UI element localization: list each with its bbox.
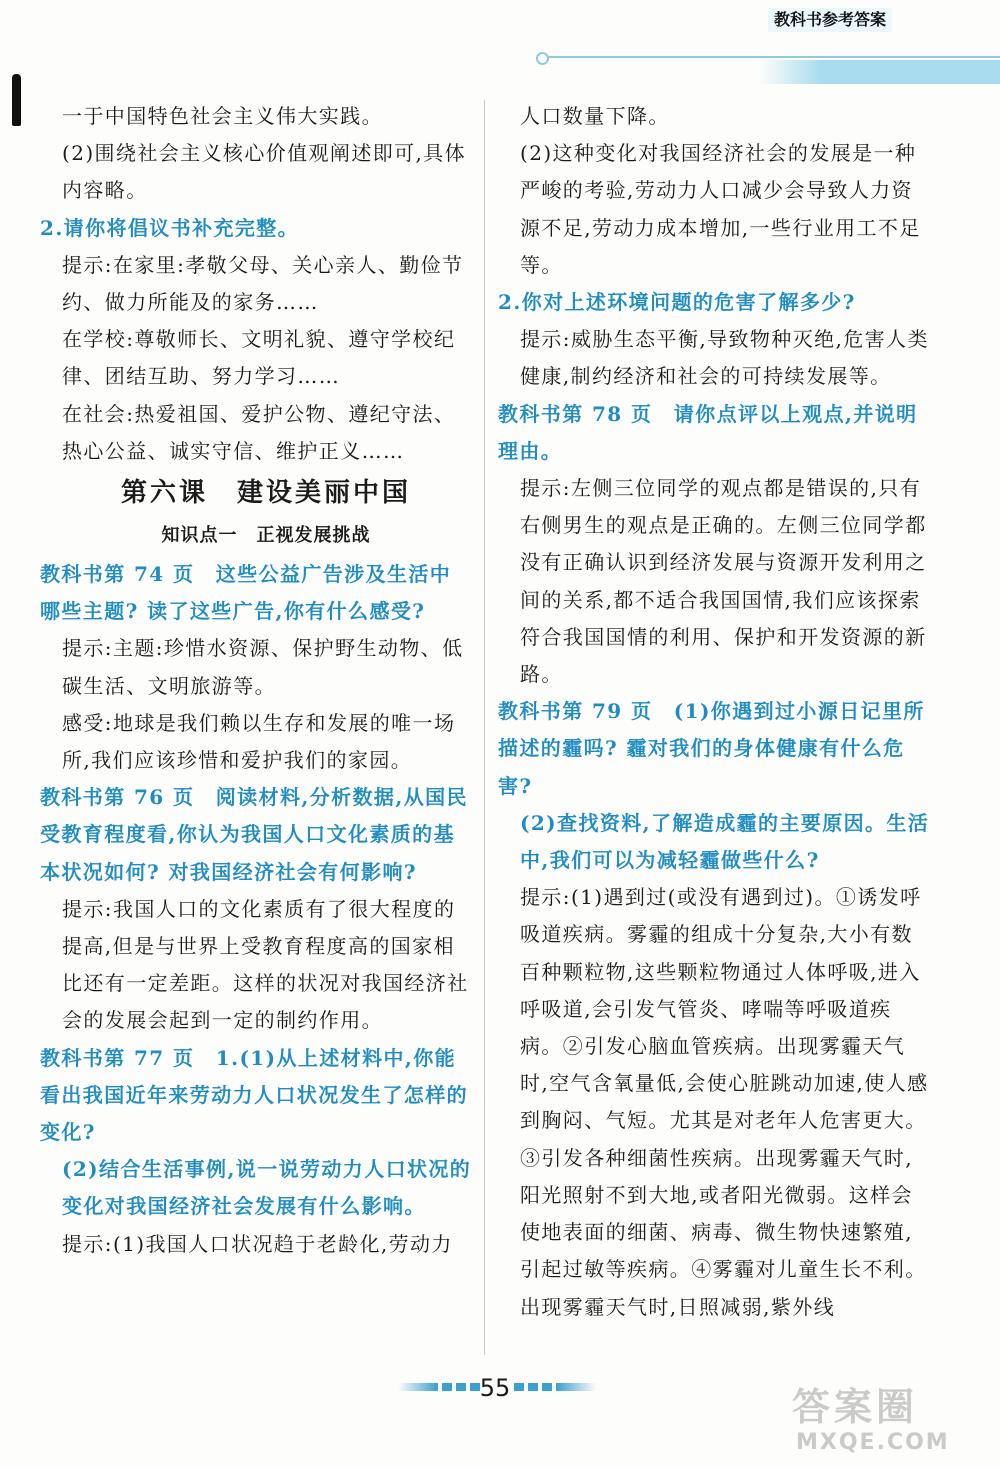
- question-text: (1)你遇到过小源日记里所描述的霾吗? 霾对我们的身体健康有什么危害?: [498, 699, 925, 798]
- page-number: 55: [479, 1374, 511, 1402]
- header-title: 教科书参考答案: [768, 8, 892, 32]
- hint-text: 提示:我国人口的文化素质有了很大程度的提高,但是与世界上受教育程度高的国家相比还有一定差距。这样的状况对我国经济社会的发展会起到一定的制约作用。: [62, 896, 469, 1033]
- hint-text: 提示:主题:珍惜水资源、保护野生动物、低碳生活、文明旅游等。: [62, 636, 464, 698]
- hint-text: 在社会:热爱祖国、爱护公物、遵纪守法、热心公益、诚实守信、维护正义……: [62, 401, 456, 463]
- hint-text: 在学校:尊敬师长、文明礼貌、遵守学校纪律、团结互助、努力学习……: [62, 327, 456, 389]
- question-block: [498, 693, 934, 805]
- question-block: [40, 556, 472, 630]
- question-text: 请你点评以上观点,并说明理由。: [498, 401, 918, 463]
- page-reference-label: 教科书第 76 页: [40, 785, 195, 810]
- header-rule: [540, 56, 1000, 58]
- page-reference-label: 教科书第 79 页: [498, 699, 653, 724]
- hint-text: 提示:左侧三位同学的观点都是错误的,只有右侧男生的观点是正确的。左侧三位同学都没有正确认识到经济发展与资源开发利用之间的关系,都不适合我国国情,我们应该探索符合我国国情的利用、保护和开发资源的新路。: [520, 476, 927, 687]
- question-text: 阅读材料,分析数据,从国民受教育程度看,你认为我国人口文化素质的基本状况如何? 对我国经济社会有何影响?: [40, 785, 468, 884]
- header-tab: [760, 60, 1000, 84]
- question-text: (2)查找资料,了解造成霾的主要原因。生活中,我们可以为减轻霾做些什么?: [520, 810, 930, 873]
- lesson-title: 第六课 建设美丽中国: [120, 478, 411, 509]
- hint-text: 感受:地球是我们赖以生存和发展的唯一场所,我们应该珍惜和爱护我们的家园。: [62, 710, 456, 773]
- text-line: 一于中国特色社会主义伟大实践。: [62, 104, 383, 128]
- hint-text: 提示:(1)我国人口状况趋于老龄化,劳动力: [62, 1231, 453, 1256]
- question-heading: 2.你对上述环境问题的危害了解多少?: [498, 290, 856, 315]
- question-block: [40, 1040, 472, 1152]
- page-header: [540, 52, 1000, 86]
- footer-deco-right-icon: [514, 1383, 596, 1391]
- page-reference-label: 教科书第 77 页: [40, 1045, 195, 1070]
- question-block: [498, 396, 934, 470]
- watermark-logo: 答案圈: [792, 1385, 919, 1429]
- hint-text: 提示:在家里:孝敬父母、关心亲人、勤俭节约、做力所能及的家务……: [62, 252, 464, 315]
- footer-deco-left-icon: [398, 1383, 480, 1391]
- question-text: (2)结合生活事例,说一说劳动力人口状况的变化对我国经济社会发展有什么影响。: [62, 1157, 472, 1219]
- right-column: [498, 98, 934, 1326]
- question-text: 1.(1)从上述材料中,你能看出我国近年来劳动力人口状况发生了怎样的变化?: [40, 1045, 468, 1145]
- column-divider: [484, 100, 485, 1355]
- question-heading: 2.请你将倡议书补充完整。: [40, 215, 300, 240]
- answer-text: (2)围绕社会主义核心价值观阐述即可,具体内容略。: [62, 141, 467, 203]
- watermark-url: MXQE.COM: [796, 1430, 950, 1455]
- left-column: [40, 98, 472, 1263]
- margin-mark-icon: [12, 74, 21, 126]
- section-title: 知识点一 正视发展挑战: [161, 525, 371, 547]
- page-reference-label: 教科书第 78 页: [498, 401, 653, 426]
- hint-text: 提示:威胁生态平衡,导致物种灭绝,危害人类健康,制约经济和社会的可持续发展等。: [520, 327, 929, 389]
- answer-text: (2)这种变化对我国经济社会的发展是一种严峻的考验,劳动力人口减少会导致人力资源不足,劳动力成本增加,一些行业用工不足等。: [520, 141, 921, 277]
- text-line: 人口数量下降。: [520, 104, 670, 128]
- header-dot-icon: [536, 52, 549, 65]
- question-text: 这些公益广告涉及生活中哪些主题? 读了这些广告,你有什么感受?: [40, 562, 452, 624]
- hint-text: 提示:(1)遇到过(或没有遇到过)。①诱发呼吸道疾病。雾霾的组成十分复杂,大小有数百种颗粒物,这些颗粒物通过人体呼吸,进入呼吸道,会引发气管炎、哮喘等呼吸道疾病。②引发心脑血管疾病。出现雾霾天气时,空气含氧量低,会使心脏跳动加速,使人感到胸闷、气短。尤其是对老年人危害更大。③引发各种细菌性疾病。出现雾霾天气时,阳光照射不到大地,或者阳光微弱。这样会使地表面的细菌、病毒、微生物快速繁殖,引起过敏等疾病。④雾霾对儿童生长不利。出现雾霾天气时,日照减弱,紫外线: [520, 885, 929, 1319]
- question-block: [40, 779, 472, 891]
- page-reference-label: 教科书第 74 页: [40, 562, 195, 587]
